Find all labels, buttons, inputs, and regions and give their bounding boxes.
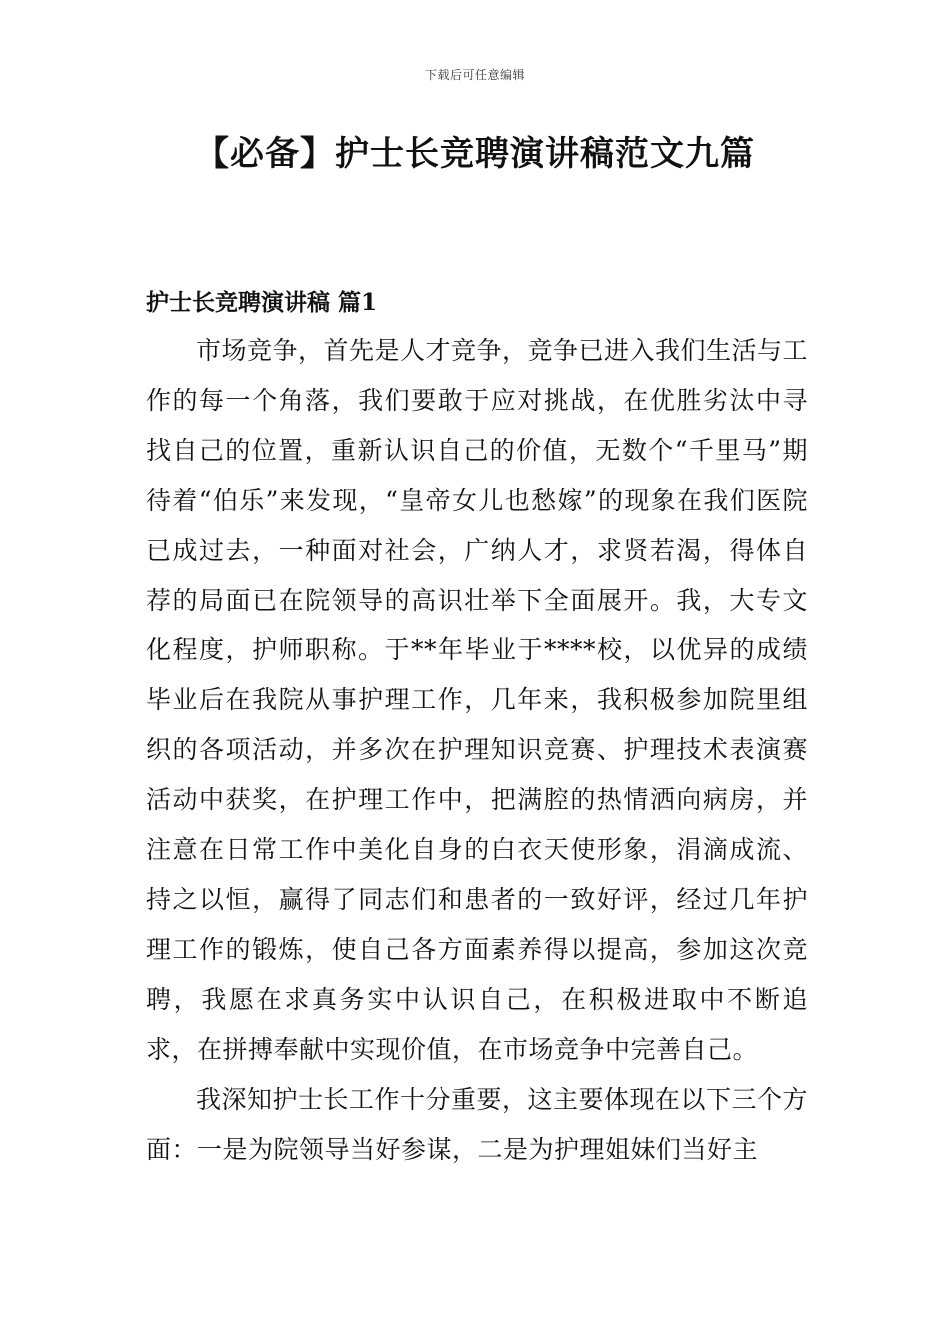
document-title: 【必备】护士长竞聘演讲稿范文九篇 <box>195 134 755 174</box>
paragraph-1: 市场竞争，首先是人才竞争，竞争已进入我们生活与工作的每一个角落，我们要敢于应对挑战，在优胜劣汰中寻找自己的位置，重新认识自己的价值，无数个“千里马”期待着“伯乐”来发现，“皇帝女儿也愁嫁”的现象在我们医院已成过去，一种面对社会，广纳人才，求贤若渴，得体自荐的局面已在院领导的高识壮举下全面展开。我，大专文化程度，护师职称。于**年毕业于****校，以优异的成绩毕业后在我院从事护理工作，几年来，我积极参加院里组织的各项活动，并多次在护理知识竞赛、护理技术表演赛活动中获奖，在护理工作中，把满腔的热情洒向病房，并注意在日常工作中美化自身的白衣天使形象，涓滴成流、持之以恒，赢得了同志们和患者的一致好评，经过几年护理工作的锻炼，使自己各方面素养得以提高，参加这次竞聘，我愿在求真务实中认识自己，在积极进取中不断追求，在拼搏奉献中实现价值，在市场竞争中完善自己。 <box>146 336 809 1064</box>
paragraph-2: 我深知护士长工作十分重要，这主要体现在以下三个方面：一是为院领导当好参谋，二是为护理姐妹们当好主 <box>146 1084 809 1164</box>
header-note: 下载后可任意编辑 <box>424 68 525 82</box>
section-heading: 护士长竞聘演讲稿 篇1 <box>146 289 378 316</box>
body-text <box>146 326 808 1174</box>
